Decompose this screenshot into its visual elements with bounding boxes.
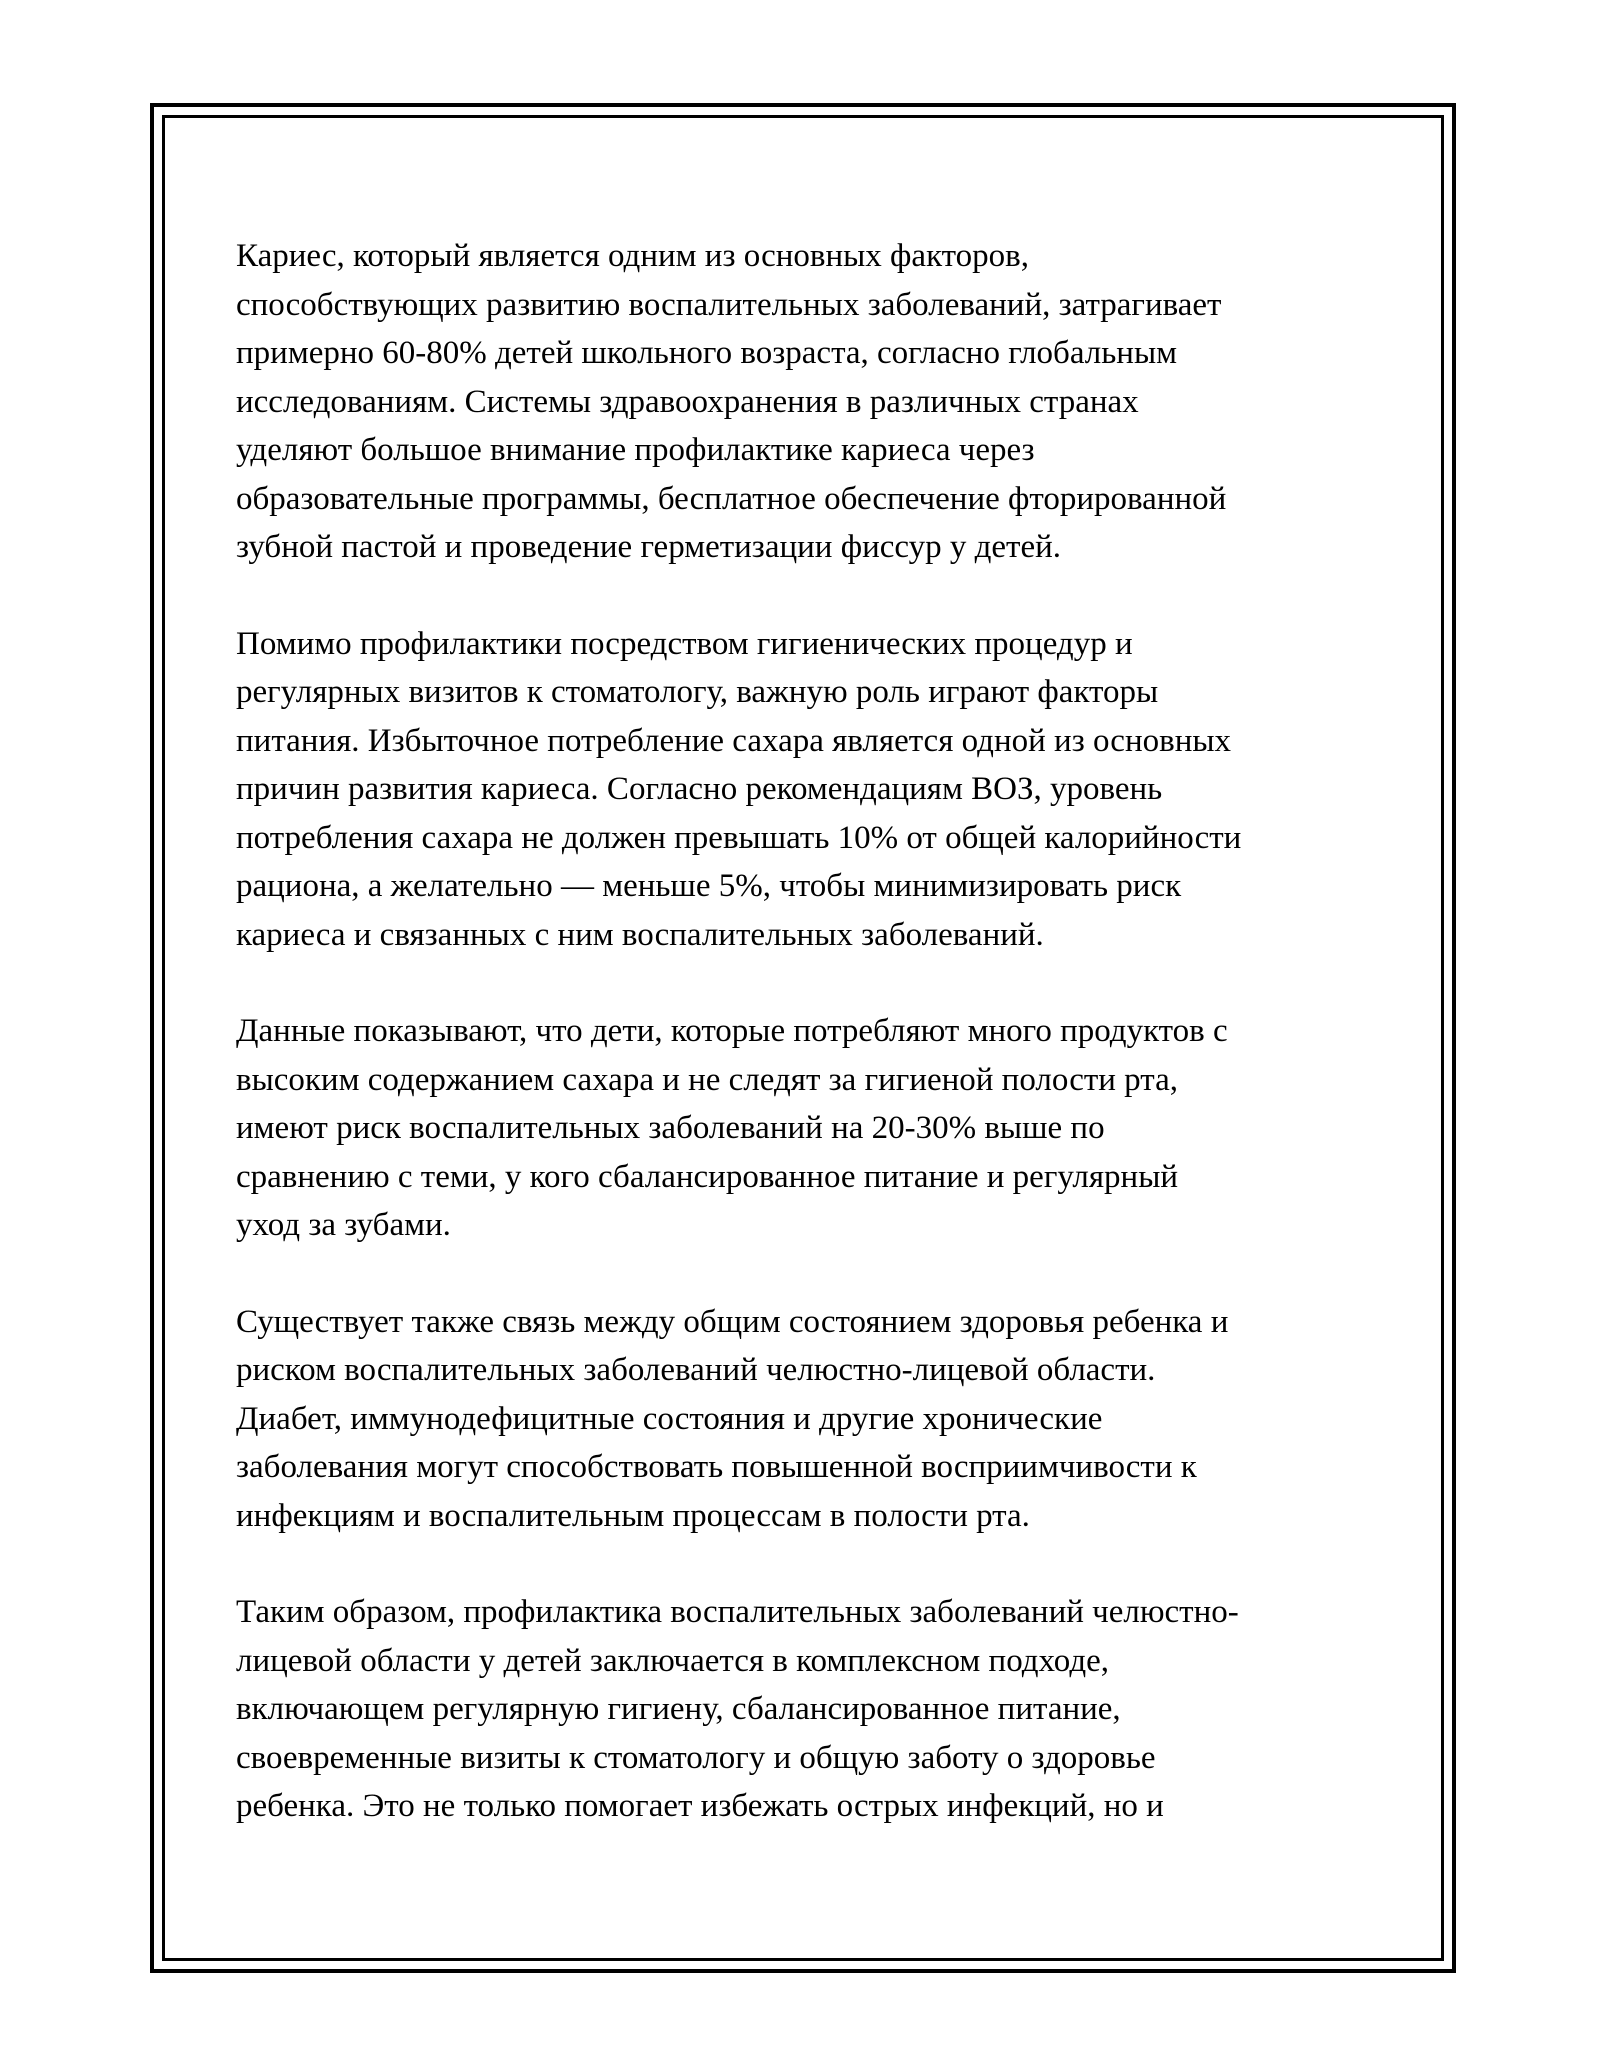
paragraph-conclusion — [236, 1588, 1374, 1831]
paragraph-caries — [236, 232, 1374, 572]
text-line: уделяют большое внимание профилактике кариеса через — [236, 432, 1035, 468]
text-line: причин развития кариеса. Согласно рекомендациям ВОЗ, уровень — [236, 771, 1163, 807]
text-line: зубной пастой и проведение герметизации фиссур у детей. — [236, 529, 1062, 565]
text-line: включающем регулярную гигиену, сбалансированное питание, — [236, 1691, 1121, 1727]
text-line: высоким содержанием сахара и не следят за гигиеной полости рта, — [236, 1061, 1178, 1098]
text-line: потребления сахара не должен превышать 10% от общей калорийности — [236, 819, 1242, 856]
text-line: сравнению с теми, у кого сбалансированное питание и регулярный — [236, 1158, 1179, 1195]
text-line: своевременные визиты к стоматологу и общую заботу о здоровье — [236, 1739, 1156, 1776]
paragraph-health — [236, 1298, 1374, 1541]
text-line: кариеса и связанных с ним воспалительных заболеваний. — [236, 916, 1044, 953]
text-line: Кариес, который является одним из основных факторов, — [236, 238, 1029, 274]
text-line: заболевания могут способствовать повышенной восприимчивости к — [236, 1449, 1197, 1485]
text-line: Диабет, иммунодефицитные состояния и другие хронические — [236, 1400, 1103, 1437]
text-line: ребенка. Это не только помогает избежать острых инфекций, но и — [236, 1788, 1164, 1824]
paragraph-data — [236, 1007, 1374, 1250]
text-line: Таким образом, профилактика воспалительных заболеваний челюстно- — [236, 1594, 1239, 1630]
text-line: питания. Избыточное потребление сахара является одной из основных — [236, 722, 1232, 759]
text-line: примерно 60-80% детей школьного возраста, согласно глобальным — [236, 335, 1177, 371]
text-line: исследованиям. Системы здравоохранения в различных странах — [236, 383, 1139, 420]
text-line: уход за зубами. — [236, 1207, 451, 1243]
text-line: имеют риск воспалительных заболеваний на 20-30% выше по — [236, 1110, 1105, 1146]
paragraph-nutrition — [236, 620, 1374, 960]
document-body — [236, 232, 1374, 1879]
text-line: регулярных визитов к стоматологу, важную роль играют факторы — [236, 674, 1159, 710]
text-line: образовательные программы, бесплатное обеспечение фторированной — [236, 480, 1227, 517]
text-line: рациона, а желательно — меньше 5%, чтобы минимизировать риск — [236, 868, 1182, 904]
text-line: способствующих развитию воспалительных заболеваний, затрагивает — [236, 286, 1222, 323]
text-line: инфекциям и воспалительным процессам в полости рта. — [236, 1497, 1030, 1534]
text-line: риском воспалительных заболеваний челюстно-лицевой области. — [236, 1352, 1156, 1388]
text-line: Данные показывают, что дети, которые потребляют много продуктов с — [236, 1013, 1228, 1049]
text-line: лицевой области у детей заключается в комплексном подходе, — [236, 1642, 1110, 1679]
text-line: Существует также связь между общим состоянием здоровья ребенка и — [236, 1303, 1229, 1340]
text-line: Помимо профилактики посредством гигиенических процедур и — [236, 625, 1133, 662]
